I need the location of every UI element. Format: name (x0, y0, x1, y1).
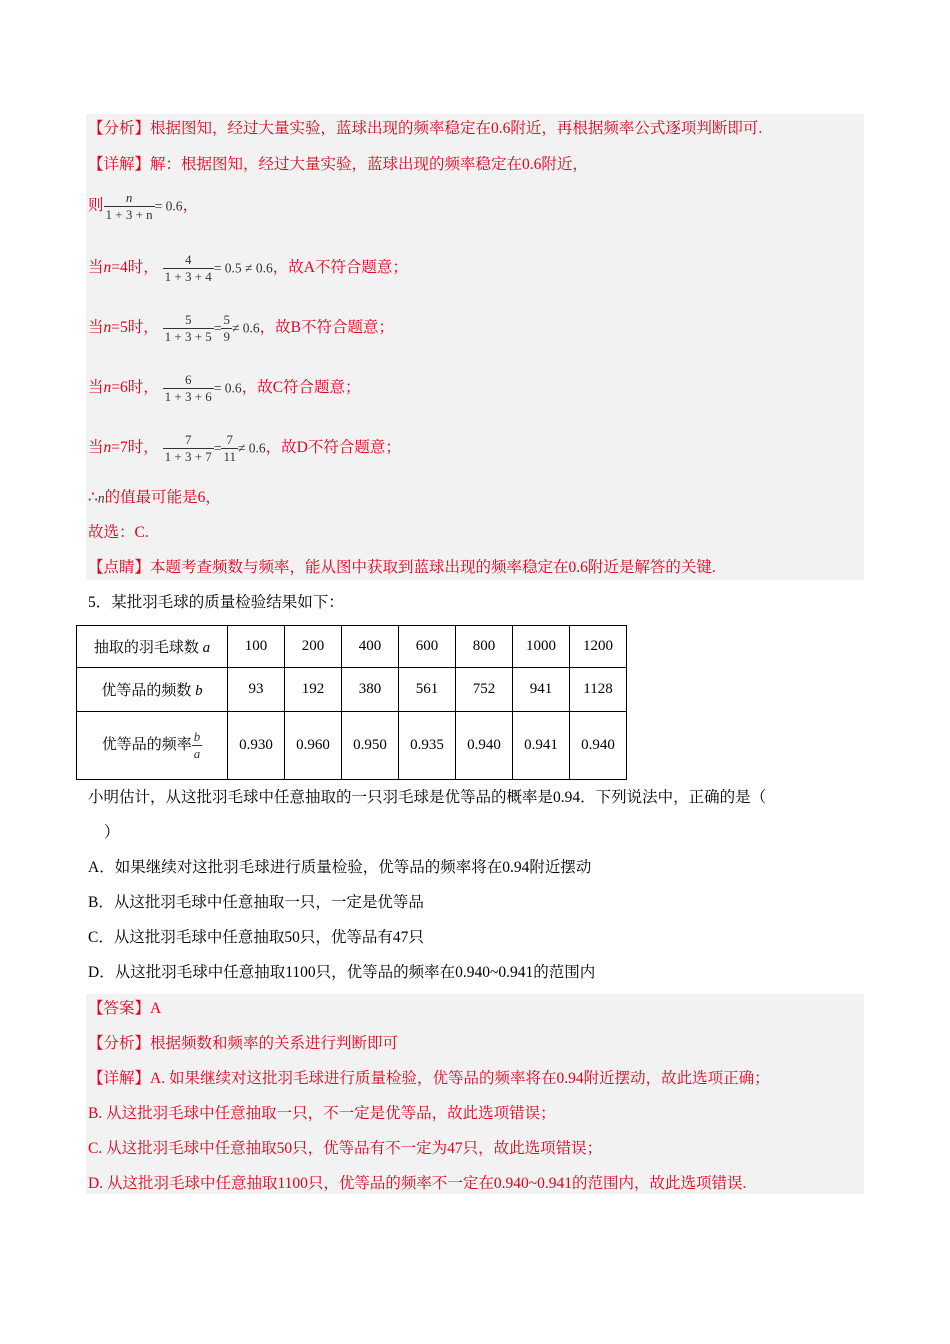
q4-choose: 故选：C. (88, 524, 149, 541)
case-mid-numerator: 5 (223, 312, 230, 327)
case-var: n (103, 379, 112, 397)
table-cell: 941 (513, 668, 570, 712)
q5-prompt: 小明估计，从这批羽毛球中任意抽取的一只羽毛球是优等品的概率是0.94．下列说法中，正确的是（ (88, 789, 767, 806)
then-prefix: 则 (88, 197, 104, 215)
q5-solution-background (86, 994, 864, 1194)
table-cell: 1200 (570, 626, 627, 668)
case-conclusion: ，故D不符合题意； (265, 439, 401, 457)
q5-option-b: B．从这批羽毛球中任意抽取一只，一定是优等品 (88, 894, 424, 911)
q5-prompt-close: ） (104, 824, 120, 841)
table-cell: 400 (342, 626, 399, 668)
case-cond: =5时， (111, 319, 159, 337)
q4-then-line (88, 190, 198, 223)
q5-option-c: C．从这批羽毛球中任意抽取50只，优等品有47只 (88, 929, 424, 946)
q4-comment: 【点睛】本题考查频数与频率，能从图中获取到蓝球出现的频率稳定在0.6附近是解答的关键. (88, 559, 716, 576)
table-cell: 0.941 (513, 712, 570, 780)
q4-detail: 【详解】解：根据图知，经过大量实验，蓝球出现的频率稳定在0.6附近， (88, 156, 588, 173)
therefore-symbol: ∴ (88, 489, 98, 506)
case-var: n (103, 439, 112, 457)
therefore-var: n (97, 490, 105, 506)
row-label: 抽取的羽毛球数 (93, 640, 199, 656)
case-numerator: 5 (184, 312, 192, 327)
case-conclusion: ，故B不符合题意； (259, 319, 394, 337)
case-fraction (163, 372, 214, 405)
q4-therefore (88, 488, 221, 508)
row-label: 优等品的频数 (101, 683, 192, 699)
table-cell: 0.950 (342, 712, 399, 780)
row-header (77, 626, 228, 668)
case-rhs2: ≠ 0.6 (231, 320, 260, 336)
case-var: n (103, 259, 112, 277)
case-mid-denominator: 9 (223, 329, 230, 344)
row-fraction-numerator: b (193, 729, 201, 744)
q5-analysis: 【分析】根据频数和频率的关系进行判断即可 (88, 1035, 399, 1052)
table-cell: 0.935 (399, 712, 456, 780)
row-var: a (202, 640, 211, 656)
q4-analysis: 【分析】根据图知，经过大量实验，蓝球出现的频率稳定在0.6附近，再根据频率公式逐项判断即可. (88, 120, 763, 137)
case-rhs: = (213, 440, 222, 456)
table-cell: 752 (456, 668, 513, 712)
table-row (77, 668, 627, 712)
q4-case-c (88, 372, 361, 405)
table-cell: 100 (228, 626, 285, 668)
table-cell: 0.940 (570, 712, 627, 780)
case-conclusion: ，故A不符合题意； (272, 259, 408, 277)
then-rhs: = 0.6 (154, 198, 183, 214)
table-cell: 1000 (513, 626, 570, 668)
case-rhs2: ≠ 0.6 (237, 440, 266, 456)
table-cell: 0.930 (228, 712, 285, 780)
case-rhs: = (213, 320, 222, 336)
table-cell: 380 (342, 668, 399, 712)
case-cond: =4时， (111, 259, 159, 277)
case-fraction (163, 312, 214, 345)
case-pre: 当 (88, 379, 104, 397)
case-var: n (103, 319, 112, 337)
table-cell: 1128 (570, 668, 627, 712)
q4-case-a (88, 252, 408, 285)
then-suffix: ， (182, 197, 199, 215)
q5-detail-d: D. 从这批羽毛球中任意抽取1100只，优等品的频率不一定在0.940~0.941的范围内，故此选项错误. (88, 1175, 747, 1192)
table-cell: 0.940 (456, 712, 513, 780)
table-cell: 192 (285, 668, 342, 712)
table-cell: 0.960 (285, 712, 342, 780)
case-cond: =7时， (111, 439, 159, 457)
q4-solution-background (86, 114, 864, 580)
table-cell: 600 (399, 626, 456, 668)
row-fraction-denominator: a (193, 746, 201, 761)
q5-detail-c: C. 从这批羽毛球中任意抽取50只，优等品有不一定为47只，故此选项错误； (88, 1140, 603, 1157)
row-var: b (195, 683, 203, 699)
table-cell: 800 (456, 626, 513, 668)
case-fraction (163, 432, 214, 465)
then-numerator: n (125, 190, 133, 205)
row-label: 优等品的频率 (101, 736, 192, 753)
row-fraction (192, 729, 203, 762)
row-header (77, 712, 228, 780)
case-mid-numerator: 7 (226, 432, 233, 447)
case-numerator: 6 (184, 372, 192, 387)
case-cond: =6时， (111, 379, 159, 397)
case-denominator: 1 + 3 + 6 (164, 389, 212, 404)
q4-case-b (88, 312, 394, 345)
case-mid-fraction (221, 432, 238, 465)
therefore-rest: 的值最可能是6， (104, 489, 221, 506)
case-fraction (163, 252, 214, 285)
case-numerator: 4 (184, 252, 192, 267)
case-denominator: 1 + 3 + 5 (164, 329, 212, 344)
case-rhs: = 0.6 (213, 380, 242, 396)
case-denominator: 1 + 3 + 7 (164, 449, 212, 464)
table-cell: 200 (285, 626, 342, 668)
q5-answer: 【答案】A (88, 1000, 162, 1017)
row-header (77, 668, 228, 712)
q5-detail-b: B. 从这批羽毛球中任意抽取一只，不一定是优等品，故此选项错误； (88, 1105, 556, 1122)
case-pre: 当 (88, 319, 104, 337)
then-fraction (104, 190, 155, 223)
table-cell: 93 (228, 668, 285, 712)
quality-table (76, 625, 627, 780)
case-numerator: 7 (184, 432, 192, 447)
q5-stem: 5．某批羽毛球的质量检验结果如下： (88, 594, 344, 611)
q5-detail-a: 【详解】A. 如果继续对这批羽毛球进行质量检验，优等品的频率将在0.94附近摆动，故此选项正确； (88, 1070, 770, 1087)
case-pre: 当 (88, 259, 104, 277)
case-rhs: = 0.5 ≠ 0.6 (213, 260, 273, 276)
then-denominator: 1 + 3 + n (105, 207, 153, 222)
case-pre: 当 (88, 439, 104, 457)
table-row (77, 626, 627, 668)
case-mid-denominator: 11 (223, 449, 236, 464)
q5-option-d: D．从这批羽毛球中任意抽取1100只，优等品的频率在0.940~0.941的范围内 (88, 964, 596, 981)
table-cell: 561 (399, 668, 456, 712)
q5-option-a: A．如果继续对这批羽毛球进行质量检验，优等品的频率将在0.94附近摆动 (88, 859, 592, 876)
case-mid-fraction (221, 312, 232, 345)
case-denominator: 1 + 3 + 4 (164, 269, 212, 284)
case-conclusion: ，故C符合题意； (241, 379, 361, 397)
table-row (77, 712, 627, 780)
q4-case-d (88, 432, 401, 465)
